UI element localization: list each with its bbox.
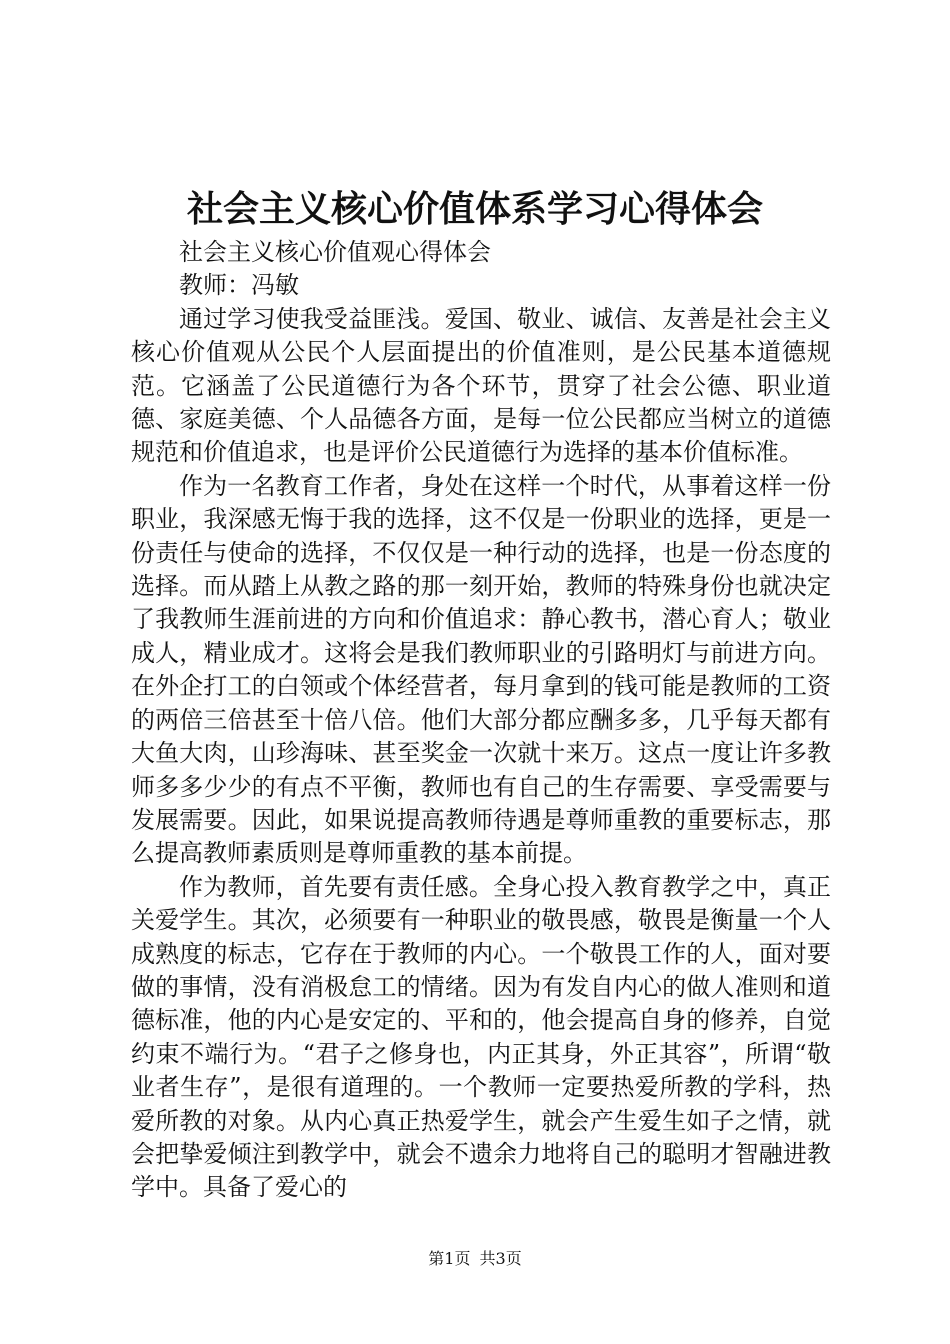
author-line: 教师：冯敏 <box>179 271 299 300</box>
document-body <box>131 236 831 1205</box>
page-total: 共3页 <box>479 1249 522 1268</box>
paragraph: 通过学习使我受益匪浅。爱国、敬业、诚信、友善是社会主义核心价值观从公民个人层面提出的价值准则，是公民基本道德规范。它涵盖了公民道德行为各个环节，贯穿了社会公德、职业道德、家庭美德、个人品德各方面，是每一位公民都应当树立的道德规范和价值追求，也是评价公民道德行为选择的基本价值标准。 <box>131 304 831 467</box>
page-footer <box>0 1248 950 1270</box>
paragraph: 作为教师，首先要有责任感。全身心投入教育教学之中，真正关爱学生。其次，必须要有一种职业的敬畏感，敬畏是衡量一个人成熟度的标志，它存在于教师的内心。一个敬畏工作的人，面对要做的事情，没有消极怠工的情绪。因为有发自内心的做人准则和道德标准，他的内心是安定的、平和的，他会提高自身的修养，自觉约束不端行为。“君子之修身也，内正其身，外正其容”，所谓“敬业者生存”，是很有道理的。一个教师一定要热爱所教的学科，热爱所教的对象。从内心真正热爱学生，就会产生爱生如子之情，就会把挚爱倾注到教学中，就会不遗余力地将自己的聪明才智融进教学中。具备了爱心的 <box>131 872 831 1202</box>
subtitle-line: 社会主义核心价值观心得体会 <box>179 238 491 266</box>
document-title: 社会主义核心价值体系学习心得体会 <box>186 188 763 230</box>
page-number: 第1页 <box>428 1249 471 1268</box>
paragraph: 作为一名教育工作者，身处在这样一个时代，从事着这样一份职业，我深感无悔于我的选择，这不仅是一份职业的选择，更是一份责任与使命的选择，不仅仅是一种行动的选择，也是一份态度的选择。而从踏上从教之路的那一刻开始，教师的特殊身份也就决定了我教师生涯前进的方向和价值追求：静心教书，潜心育人；敬业成人，精业成才。这将会是我们教师职业的引路明灯与前进方向。在外企打工的白领或个体经营者，每月拿到的钱可能是教师的工资的两倍三倍甚至十倍八倍。他们大部分都应酬多多，几乎每天都有大鱼大肉，山珍海味、甚至奖金一次就十来万。这点一度让许多教师多多少少的有点不平衡，教师也有自己的生存需要、享受需要与发展需要。因此，如果说提高教师待遇是尊师重教的重要标志，那么提高教师素质则是尊师重教的基本前提。 <box>131 471 831 868</box>
